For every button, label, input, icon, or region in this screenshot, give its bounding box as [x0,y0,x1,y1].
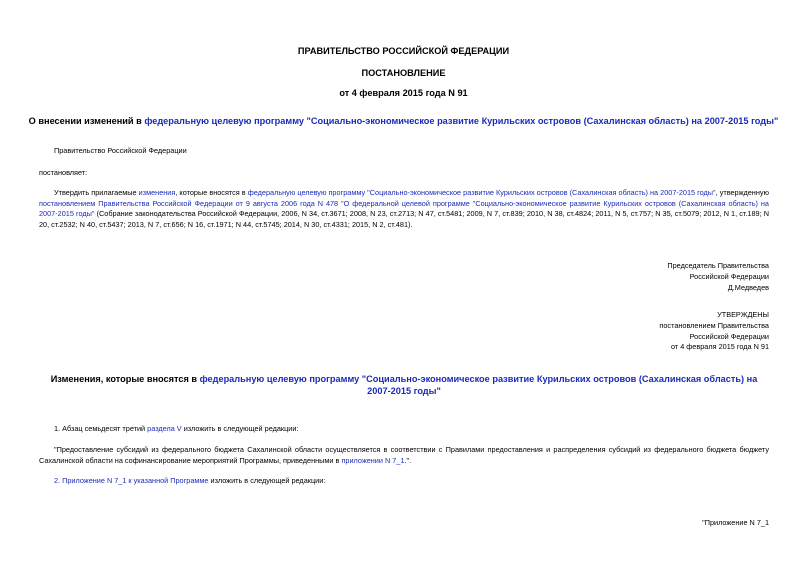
approved-line-1: УТВЕРЖДЕНЫ [717,310,769,319]
resolves-text: постановляет: [39,168,88,177]
changes-title [38,373,770,397]
title-prefix: О внесении изменений в [28,116,145,126]
government-header: ПРАВИТЕЛЬСТВО РОССИЙСКОЙ ФЕДЕРАЦИИ [297,46,510,56]
item-1-text-1: 1. Абзац семьдесят третий [54,424,148,433]
quote-text-1: "Предоставление субсидий из федерального бюджета Сахалинской области осуществляется в соответствии с Правилами предоставления и распределения субсидий из федерального бюджета бюджету Сахалинской области на софинансирование мероприятий Программы, приведенными в [39,445,769,465]
item-2 [54,476,325,487]
quote-paragraph [39,445,769,466]
changes-title-program-link[interactable]: федеральную целевую программу "Социально-экономическое развитие Курильских островов (Сахалинская область) на 2007-2015 годы" [199,374,758,396]
title-program-link[interactable]: федеральную целевую программу "Социально-экономическое развитие Курильских островов (Сахалинская область) на 2007-2015 годы" [144,116,779,126]
signature-block [667,261,769,293]
item-1-text-2: изложить в следующей редакции: [181,424,299,433]
document-title [20,115,787,127]
approve-text-4: (Собрание законодательства Российской Федерации, 2006, N 34, ст.3671; 2008, N 23, ст.2713; N 47, ст.5481; 2009, N 7, ст.839; 2010, N 38, ст.4824; 2011, N 5, ст.757; N 35, ст.5079; 2012, N 1, ст.189; N 20, ст.2532; N 40, ст.5437; 2013, N 7, ст.656; N 16, ст.1971; N 44, ст.5745; 2014, N 30, ст.4331; 2015, N 2, ст.481). [39,209,769,229]
changes-link[interactable]: изменения [138,188,176,197]
appendix-program-link[interactable]: 2. Приложение N 7_1 к указанной Программе [54,476,209,485]
item-1 [54,424,298,435]
item-2-text: изложить в следующей редакции: [208,476,326,485]
program-link[interactable]: федеральную целевую программу "Социально-экономическое развитие Курильских островов (Сахалинская область) на 2007-2015 годы" [247,188,716,197]
approve-text-1: Утвердить прилагаемые [54,188,139,197]
approved-line-3: Российской Федерации [689,331,769,341]
approve-text-3: , утвержденную [715,188,769,197]
appendix-label: "Приложение N 7_1 [702,518,769,527]
quote-text-2: .". [404,455,412,465]
changes-title-prefix: Изменения, которые вносятся в [50,374,200,384]
signature-line-1: Председатель Правительства [667,261,769,270]
approve-paragraph [39,188,769,230]
signature-line-2: Российской Федерации [689,271,769,281]
section-v-link[interactable]: раздела V [147,424,182,433]
approve-text-2: , которые вносятся в [175,188,248,197]
appendix-7-1-link[interactable]: приложении N 7_1 [341,455,405,465]
approved-line-4: от 4 февраля 2015 года N 91 [670,342,769,352]
gov-name: Правительство Российской Федерации [54,146,187,155]
approved-block [659,310,769,353]
approved-line-2: постановлением Правительства [659,320,769,330]
date-line: от 4 февраля 2015 года N 91 [339,88,468,98]
resolution-478-link[interactable]: постановлением Правительства Российской Федерации от 9 августа 2006 года N 478 "О федеральной целевой программе "Социально-экономическое развитие Курильских островов (Сахалинская область) на 2007-2015 годы" [39,198,769,219]
signature-line-3: Д.Медведев [727,282,769,292]
doc-type-header: ПОСТАНОВЛЕНИЕ [361,68,446,78]
